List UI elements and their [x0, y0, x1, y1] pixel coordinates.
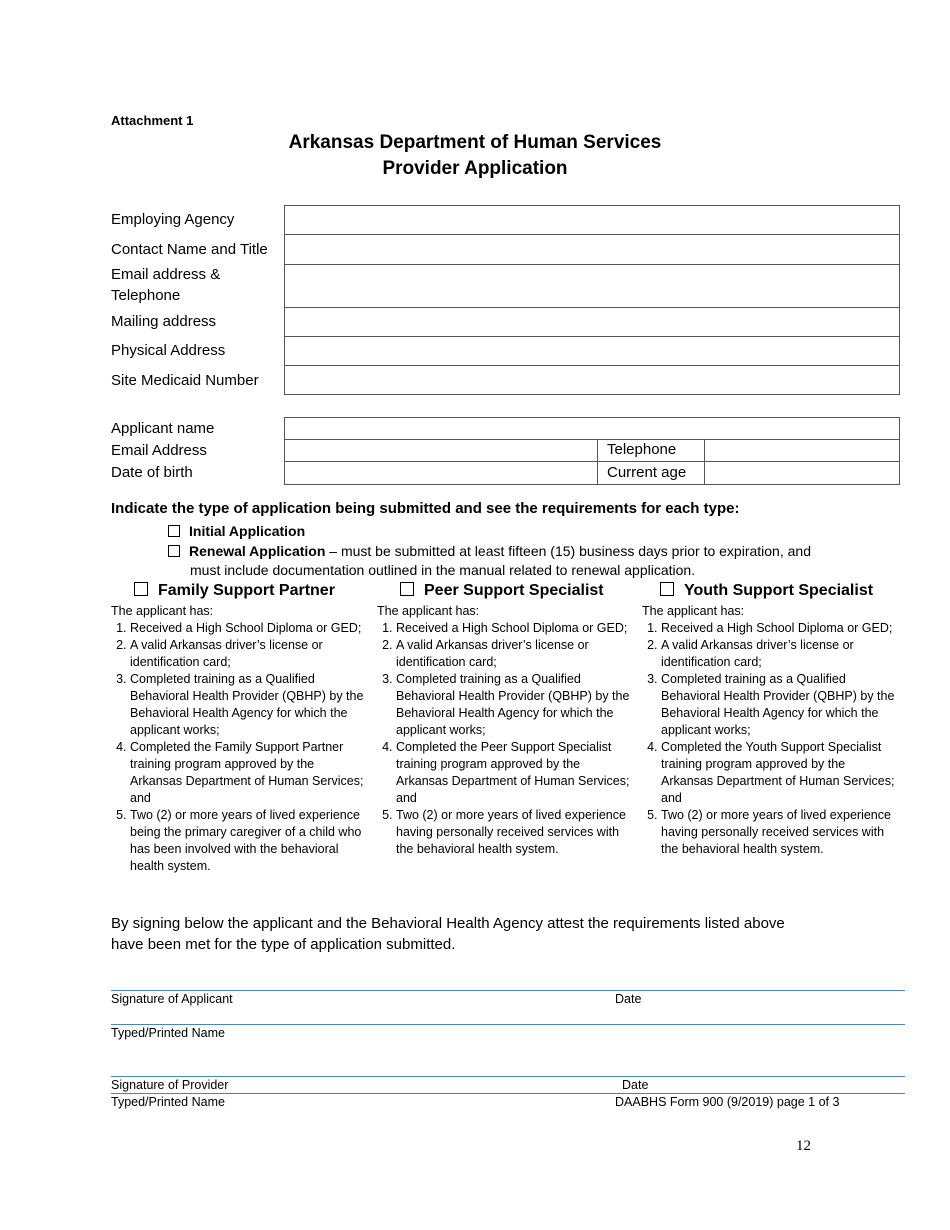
application-type-instruction: Indicate the type of application being submitted and see the requirements for each type: [111, 500, 740, 517]
list-item: 1. Received a High School Diploma or GED; [396, 620, 632, 637]
email-telephone-field[interactable] [284, 264, 900, 308]
site-medicaid-label: Site Medicaid Number [111, 372, 259, 389]
telephone-label-cell [597, 439, 705, 462]
checkbox-icon[interactable] [400, 582, 414, 596]
page-title: Arkansas Department of Human Services [288, 132, 662, 153]
site-medicaid-field[interactable] [284, 365, 900, 395]
email-telephone-label [111, 264, 220, 306]
attestation-text [111, 913, 851, 955]
applicant-signature-line[interactable] [111, 990, 905, 991]
physical-address-field[interactable] [284, 336, 900, 366]
physical-address-label: Physical Address [111, 342, 226, 359]
contact-name-field[interactable] [284, 234, 900, 265]
provider-typed-name-label: Typed/Printed Name [111, 1095, 225, 1109]
youth-support-specialist-heading[interactable] [642, 582, 897, 599]
list-item: 3. Completed training as a Qualified Behavioral Health Provider (QBHP) by the Behavioral Health Agency for which the applicant works; [661, 671, 897, 739]
attachment-label: Attachment 1 [111, 113, 194, 128]
requirements-list [642, 620, 897, 858]
list-item: 5. Two (2) or more years of lived experience having personally received services with the behavioral health system. [396, 807, 632, 858]
provider-signature-line[interactable] [111, 1076, 905, 1077]
renewal-application-label: Renewal Application [189, 543, 326, 559]
form-identifier: DAABHS Form 900 (9/2019) page 1 of 3 [615, 1095, 840, 1109]
list-item: 3. Completed training as a Qualified Behavioral Health Provider (QBHP) by the Behavioral Health Agency for which the applicant works; [396, 671, 632, 739]
list-item: 4. Completed the Family Support Partner training program approved by the Arkansas Department of Human Services; and [130, 739, 366, 807]
employing-agency-field[interactable] [284, 205, 900, 235]
applicant-signature-label: Signature of Applicant [111, 992, 233, 1006]
employing-agency-label: Employing Agency [111, 211, 235, 228]
applicant-typed-name-line[interactable] [111, 1024, 905, 1025]
renewal-note-line2: must include documentation outlined in the manual related to renewal application. [190, 562, 696, 578]
family-support-partner-title: Family Support Partner [158, 582, 335, 599]
list-item: 1. Received a High School Diploma or GED; [130, 620, 366, 637]
list-item: 4. Completed the Youth Support Specialist training program approved by the Arkansas Department of Human Services; and [661, 739, 897, 807]
applicant-date-label: Date [615, 992, 642, 1006]
youth-support-specialist-title: Youth Support Specialist [684, 582, 874, 599]
telephone-label: Telephone [607, 441, 677, 458]
current-age-field[interactable] [704, 461, 900, 485]
email-label-line1: Email address & [111, 266, 221, 283]
list-item: 2. A valid Arkansas driver’s license or identification card; [396, 637, 632, 671]
peer-support-specialist-column [377, 582, 632, 858]
requirements-list [111, 620, 366, 875]
checkbox-icon[interactable] [168, 545, 180, 557]
list-item: 2. A valid Arkansas driver’s license or identification card; [661, 637, 897, 671]
provider-date-label: Date [622, 1078, 649, 1092]
initial-application-label: Initial Application [189, 523, 306, 539]
list-item: 1. Received a High School Diploma or GED; [661, 620, 897, 637]
attestation-line2: have been met for the type of application submitted. [111, 936, 456, 953]
telephone-field[interactable] [704, 439, 900, 462]
requirements-list [377, 620, 632, 858]
column-intro: The applicant has: [642, 604, 745, 618]
page-subtitle: Provider Application [382, 158, 568, 179]
page-number: 12 [796, 1138, 811, 1154]
column-intro: The applicant has: [377, 604, 480, 618]
applicant-name-field[interactable] [284, 417, 900, 440]
mailing-address-label: Mailing address [111, 313, 217, 330]
provider-typed-name-line[interactable] [111, 1093, 905, 1094]
family-support-partner-heading[interactable] [111, 582, 366, 599]
current-age-label-cell [597, 461, 705, 485]
current-age-label: Current age [607, 464, 687, 481]
youth-support-specialist-column [642, 582, 897, 858]
list-item: 5. Two (2) or more years of lived experience having personally received services with the behavioral health system. [661, 807, 897, 858]
renewal-note-line1: – must be submitted at least fifteen (15) business days prior to expiration, and [325, 543, 811, 559]
applicant-typed-name-label: Typed/Printed Name [111, 1026, 225, 1040]
email-address-field[interactable] [284, 439, 598, 462]
mailing-address-field[interactable] [284, 307, 900, 337]
renewal-application-option[interactable] [168, 542, 868, 580]
peer-support-specialist-heading[interactable] [377, 582, 632, 599]
peer-support-specialist-title: Peer Support Specialist [424, 582, 604, 599]
contact-name-label: Contact Name and Title [111, 241, 268, 258]
column-intro: The applicant has: [111, 604, 214, 618]
date-of-birth-label: Date of birth [111, 464, 193, 481]
attestation-line1: By signing below the applicant and the Behavioral Health Agency attest the requirements listed above [111, 915, 785, 932]
email-address-label: Email Address [111, 442, 207, 459]
initial-application-option[interactable] [168, 522, 305, 541]
family-support-partner-column [111, 582, 366, 875]
list-item: 5. Two (2) or more years of lived experience being the primary caregiver of a child who has been involved with the behavioral health system. [130, 807, 366, 875]
checkbox-icon[interactable] [660, 582, 674, 596]
checkbox-icon[interactable] [168, 525, 180, 537]
date-of-birth-field[interactable] [284, 461, 598, 485]
list-item: 3. Completed training as a Qualified Behavioral Health Provider (QBHP) by the Behavioral Health Agency for which the applicant works; [130, 671, 366, 739]
checkbox-icon[interactable] [134, 582, 148, 596]
list-item: 4. Completed the Peer Support Specialist training program approved by the Arkansas Department of Human Services; and [396, 739, 632, 807]
provider-signature-label: Signature of Provider [111, 1078, 229, 1092]
list-item: 2. A valid Arkansas driver’s license or identification card; [130, 637, 366, 671]
applicant-name-label: Applicant name [111, 420, 215, 437]
email-label-line2: Telephone [111, 287, 181, 304]
